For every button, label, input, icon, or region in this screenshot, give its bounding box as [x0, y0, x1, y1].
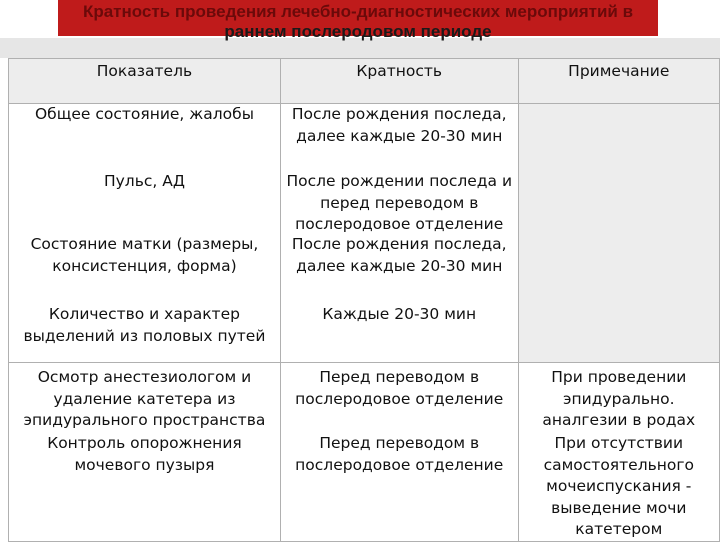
table-row-block-2	[9, 363, 720, 542]
frequency-cell	[280, 104, 518, 363]
frequency-bladder: Перед переводом в послеродовое отделение	[295, 434, 504, 474]
note-general	[521, 104, 717, 171]
indicator-general: Общее состояние, жалобы	[34, 105, 254, 123]
frequency-general: После рождения последа, далее каждые 20-30 мин	[291, 105, 507, 145]
frequency-pulse: После рождении последа и перед переводом в послеродовое отделение	[286, 172, 513, 233]
note-cell-empty	[518, 104, 719, 363]
table-header-row	[9, 59, 720, 104]
title-line-1: Кратность проведения лечебно-диагностических мероприятий в	[82, 2, 634, 21]
title-line-2: раннем послеродовом периоде	[224, 22, 492, 41]
indicator-cell-2	[9, 363, 281, 542]
indicator-bladder: Контроль опорожнения мочевого пузыря	[47, 434, 242, 474]
header-frequency: Кратность	[280, 59, 518, 104]
frequency-uterus: После рождения последа, далее каждые 20-30 мин	[291, 235, 507, 275]
note-cell-2	[518, 363, 719, 542]
indicator-discharge: Количество и характер выделений из половых путей	[23, 305, 266, 345]
header-note: Примечание	[518, 59, 719, 104]
frequency-cell-2	[280, 363, 518, 542]
frequency-anesthesia: Перед переводом в послеродовое отделение	[295, 368, 504, 408]
frequency-discharge: Каждые 20-30 мин	[322, 305, 477, 323]
header-indicator: Показатель	[9, 59, 281, 104]
indicator-pulse: Пульс, АД	[103, 172, 185, 190]
note-pulse	[521, 171, 717, 234]
indicator-uterus: Состояние матки (размеры, консистенция, форма)	[30, 235, 259, 275]
slide-title	[58, 2, 658, 42]
procedures-table	[8, 58, 720, 542]
note-anesthesia: При проведении эпидурально. аналгезии в родах	[542, 368, 696, 429]
indicator-cell	[9, 104, 281, 363]
indicator-anesthesia: Осмотр анестезиологом и удаление катетера из эпидурального пространства	[23, 368, 266, 429]
note-bladder: При отсутствии самостоятельного мочеиспускания - выведение мочи катетером	[543, 434, 694, 538]
table-row-block-1	[9, 104, 720, 363]
note-uterus	[521, 234, 717, 304]
